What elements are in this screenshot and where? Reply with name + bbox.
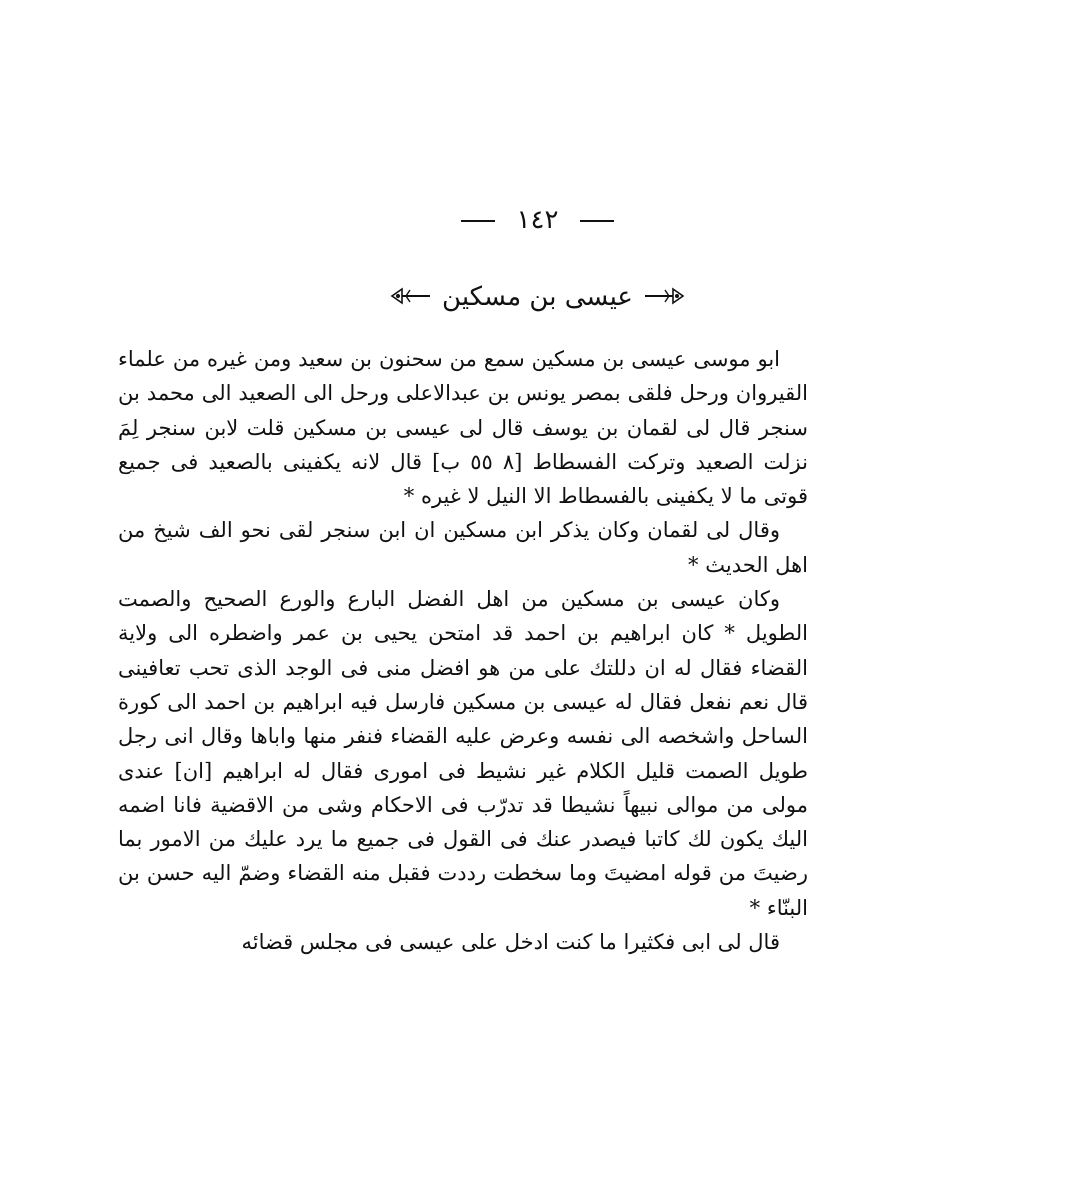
body-text — [118, 342, 808, 959]
ornament-right-icon — [643, 283, 687, 313]
section-heading — [0, 282, 1075, 313]
page-number-text: ١٤٢ — [516, 205, 559, 235]
right-dash — [461, 220, 495, 222]
paragraph-1: ابو موسى عيسى بن مسكين سمع من سحنون بن سعيد ومن غيره من علماء القيروان ورحل فلقى بمصر يونس بن عبدالاعلى ورحل الى الصعيد الى محمد بن سنجر قال لى لقمان بن يوسف قال لى عيسى بن مسكين قلت لابن سنجر لِمَ نزلت الصعيد وتركت الفسطاط [٨ ٥٥ ب] قال لانه يكفينى بالصعيد فى جميع قوتى ما لا يكفينى بالفسطاط الا النيل لا غيره * — [118, 347, 808, 509]
page-number — [0, 205, 1075, 235]
paragraph-2: وقال لى لقمان وكان يذكر ابن مسكين ان ابن سنجر لقى نحو الف شيخ من اهل الحديث * — [118, 518, 808, 577]
paragraph-4: قال لى ابى فكثيرا ما كنت ادخل على عيسى فى مجلس قضائه — [241, 930, 780, 955]
paragraph-3: وكان عيسى بن مسكين من اهل الفضل البارع والورع الصحيح والصمت الطويل * كان ابراهيم بن احمد قد امتحن يحيى بن عمر واضطره الى ولاية القضاء فقال له ان دللتك على من هو افضل منى فى الوجد الذى تحب تعافينى قال نعم نفعل فقال له عيسى بن مسكين فارسل فيه ابراهيم بن احمد الى كورة الساحل واشخصه الى نفسه وعرض عليه القضاء فنفر منها واباها وقال انى رجل طويل الصمت قليل الكلام غير نشيط فى امورى فقال له ابراهيم [ان] عندى مولى من موالى نبيهاً نشيطا قد تدرّب فى الاحكام وشى من الاقضية فانا اضمه اليك يكون لك كاتبا فيصدر عنك فى القول فى جميع ما يرد عليك من الامور بما رضيتَ من قوله امضيتَ وما سخطت رددت فقبل منه القضاء وضمّ اليه حسن بن البنّاء * — [118, 587, 809, 920]
heading-text: عيسى بن مسكين — [442, 282, 633, 312]
ornament-left-icon — [388, 283, 432, 313]
left-dash — [580, 220, 614, 222]
